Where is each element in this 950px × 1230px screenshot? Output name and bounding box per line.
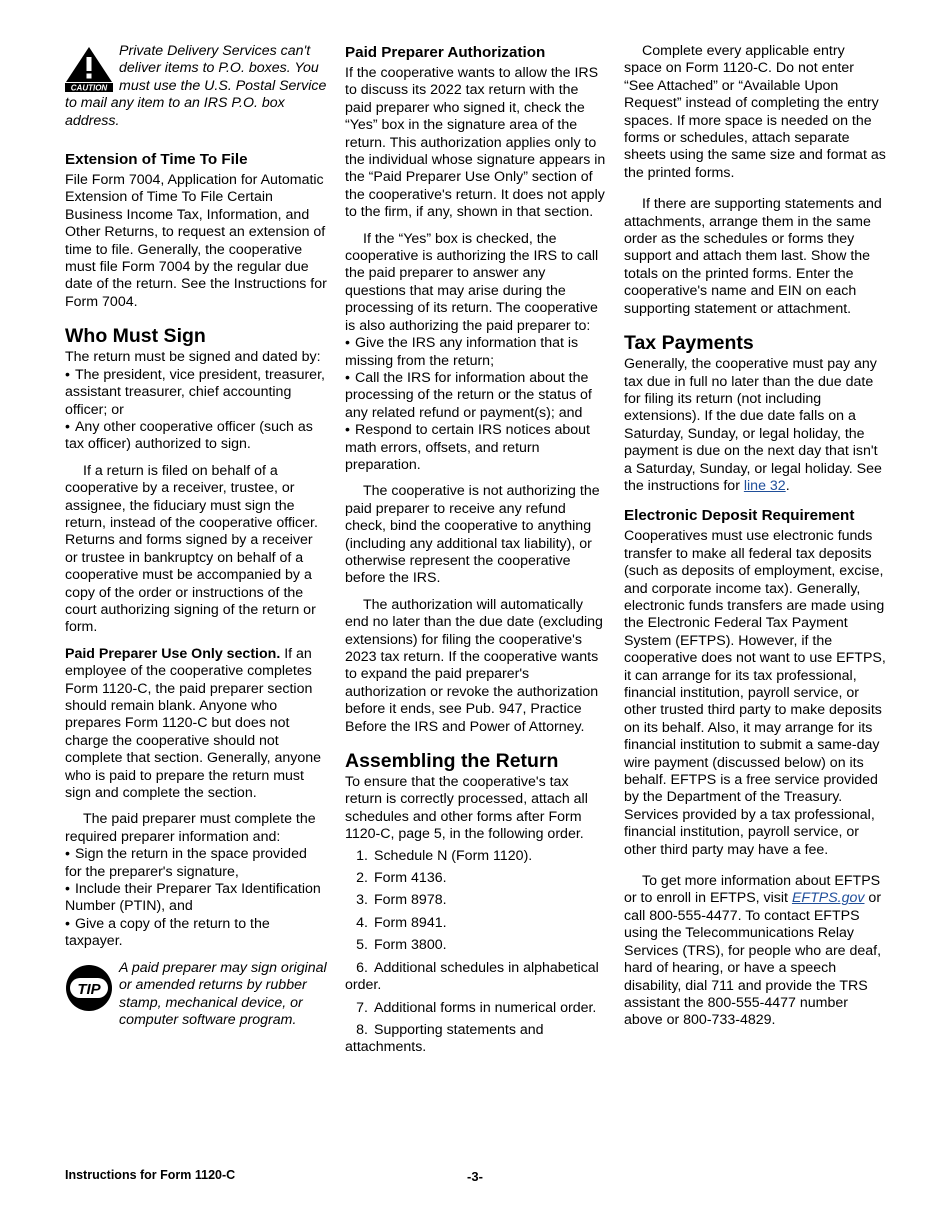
ppuo-runin-heading: Paid Preparer Use Only section. bbox=[65, 645, 281, 662]
assembling-heading: Assembling the Return bbox=[345, 750, 559, 773]
ppa-paragraph-2: If the “Yes” box is checked, the cooperative is authorizing the IRS to call the paid preparer to answer any questions that may arise during the processing of its return. The cooperative is also authorizing the paid preparer to: bbox=[345, 230, 599, 334]
electronic-deposit-body: Cooperatives must use electronic funds transfer to make all federal tax deposits (such as deposits of employment, excise, and corporate income tax). Generally, electronic funds transfers are made using the Electronic Federal Tax Payment System (EFTPS). However, if the cooperative does not want to use EFTPS, it can arrange for its tax professional, financial institution, payroll service, or other trusted third party to make deposits on its behalf. Also, it may arrange for its financial institution to submit a same-day wire payment (discussed below) on its behalf. EFTPS is a free service provided by the Department of the Treasury. Services provided by a tax professional, financial institution, payroll service, or other third party may have a fee. bbox=[624, 528, 886, 858]
caution-text: Private Delivery Services can't deliver items to P.O. boxes. You must use the U.S. Postal Service to mail any item to an IRS P.O. box address. bbox=[65, 43, 327, 129]
list-item: 2. Form 4136. bbox=[356, 870, 447, 887]
ppa-paragraph-1: If the cooperative wants to allow the IRS to discuss its 2022 tax return with the paid preparer who signed it, check the “Yes” box in the signature area of the return. This authorization applies only to the individual whose signature appears in the “Paid Preparer Use Only” section of the cooperative's return. It does not apply to the firm, if any, shown in that section. bbox=[345, 65, 606, 221]
preparer-intro: The paid preparer must complete the required preparer information and: bbox=[65, 811, 316, 845]
supporting-statements-paragraph: If there are supporting statements and attachments, arrange them in the same order as the schedules or forms they support and attach them last. Show the totals on the printed forms. Enter the cooperative's name and EIN on each supporting statement or attachment. bbox=[624, 196, 882, 317]
bullet-item: • Give the IRS any information that is missing from the return; bbox=[345, 335, 607, 370]
ppa-paragraph-4: The authorization will automatically end no later than the due date (excluding extensions) for filing the cooperative's 2023 tax return. If the cooperative wants to expand the paid preparer's authorization or revoke the authorization before it ends, see Pub. 947, Practice Before the IRS and Power of Attorney. bbox=[345, 596, 603, 735]
caution-icon bbox=[65, 46, 113, 92]
bullet-item: • Any other cooperative officer (such as tax officer) authorized to sign. bbox=[65, 419, 327, 454]
tip-text: A paid preparer may sign original or amended returns by rubber stamp, mechanical device, or computer software program. bbox=[119, 959, 327, 1028]
who-must-sign-heading: Who Must Sign bbox=[65, 325, 206, 348]
list-item: 1. Schedule N (Form 1120). bbox=[356, 847, 533, 864]
electronic-deposit-heading: Electronic Deposit Requirement bbox=[624, 507, 855, 525]
bullet-item: • Include their Preparer Tax Identification Number (PTIN), and bbox=[65, 881, 327, 916]
tax-payments-heading: Tax Payments bbox=[624, 332, 754, 355]
ppuo-paragraph bbox=[65, 646, 327, 803]
fiduciary-paragraph: If a return is filed on behalf of a cooperative by a receiver, trustee, or assignee, the fiduciary must sign the return, instead of the cooperative officer. Returns and forms signed by a receiver or trustee in bankruptcy on behalf of a cooperative must be accompanied by a copy of the order or instructions of the court authorizing signing of the return or form. bbox=[65, 462, 318, 636]
complete-entry-paragraph: Complete every applicable entry space on Form 1120-C. Do not enter “See Attached” or “Available Upon Request” instead of completing the entry spaces. If more space is needed on the forms or schedules, attach separate sheets using the same size and format as the printed forms. bbox=[624, 43, 886, 181]
column-3 bbox=[624, 43, 886, 1039]
tip-note bbox=[65, 960, 327, 1030]
caution-note bbox=[65, 43, 327, 130]
bullet-item: • Sign the return in the space provided for the preparer's signature, bbox=[65, 846, 327, 881]
eftps-gov-link[interactable]: EFTPS.gov bbox=[791, 890, 865, 907]
paid-preparer-authorization-heading: Paid Preparer Authorization bbox=[345, 44, 546, 61]
extension-heading: Extension of Time To File bbox=[65, 151, 248, 169]
who-must-sign-intro: The return must be signed and dated by: bbox=[65, 349, 321, 366]
caution-icon-label: CAUTION bbox=[70, 83, 108, 92]
assembling-intro: To ensure that the cooperative's tax return is correctly processed, attach all schedules and other forms after Form 1120-C, page 5, in the following order. bbox=[345, 774, 588, 843]
tip-icon-label: TIP bbox=[77, 980, 101, 998]
ppuo-body: If an employee of the cooperative completes Form 1120-C, the paid preparer section should remain blank. Anyone who prepares Form 1120-C but does not charge the cooperative should not complete that section. Generally, anyone who is paid to prepare the return must sign and complete the section. bbox=[65, 645, 322, 802]
tax-payments-body: Generally, the cooperative must pay any tax due in full no later than the due date for filing its return (not including extensions). If the due date falls on a Saturday, Sunday, or legal holiday, the payment is due on the next day that isn't a Saturday, Sunday, or legal holiday. See the instructions for line 32. bbox=[624, 356, 882, 494]
column-1 bbox=[65, 43, 327, 1049]
list-item: 6. Additional schedules in alphabetical order. bbox=[345, 959, 599, 994]
eftps-info-paragraph: To get more information about EFTPS or to enroll in EFTPS, visit EFTPS.gov or call 800-555-4477. To contact EFTPS using the Telecommunications Relay Services (TRS), for people who are deaf, hard of hearing, or have a speech disability, dial 711 and provide the TRS assistant the 800-555-4477 number above or 800-733-4829. bbox=[624, 873, 882, 1029]
list-item: 5. Form 3800. bbox=[356, 937, 447, 954]
ppa-paragraph-3: The cooperative is not authorizing the paid preparer to receive any refund check, bind the cooperative to anything (including any additional tax liability), or otherwise represent the cooperative before the IRS. bbox=[345, 483, 600, 587]
page-number: -3- bbox=[467, 1169, 483, 1184]
column-2 bbox=[345, 43, 607, 1062]
list-item: 8. Supporting statements and attachments. bbox=[345, 1021, 544, 1056]
tip-icon bbox=[65, 964, 113, 1012]
bullet-item: • The president, vice president, treasurer, assistant treasurer, chief accounting officer; or bbox=[65, 367, 327, 419]
list-item: 7. Additional forms in numerical order. bbox=[356, 999, 597, 1016]
bullet-item: • Give a copy of the return to the taxpayer. bbox=[65, 916, 327, 951]
bullet-item: • Call the IRS for information about the processing of the return or the status of any related refund or payment(s); and bbox=[345, 370, 607, 422]
assembly-order-list bbox=[345, 848, 607, 1057]
footer-form-title: Instructions for Form 1120-C bbox=[65, 1168, 236, 1182]
list-item: 3. Form 8978. bbox=[356, 892, 447, 909]
list-item: 4. Form 8941. bbox=[356, 914, 447, 931]
bullet-item: • Respond to certain IRS notices about math errors, offsets, and return preparation. bbox=[345, 422, 607, 474]
extension-body: File Form 7004, Application for Automatic Extension of Time To File Certain Business Income Tax, Information, and Other Returns, to request an extension of time to file. Generally, the cooperative must file Form 7004 by the regular due date of the return. See the Instructions for Form 7004. bbox=[65, 172, 327, 310]
line-32-link[interactable]: line 32 bbox=[743, 477, 786, 494]
